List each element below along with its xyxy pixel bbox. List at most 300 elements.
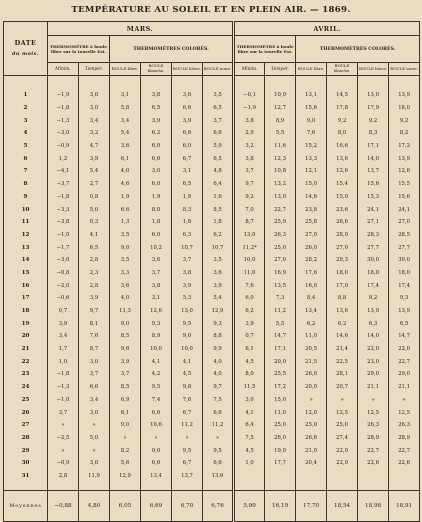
mars-value-cell: »: [110, 432, 141, 445]
avril-value-cell: 7,6: [234, 279, 265, 292]
table-row: [4, 165, 420, 178]
avril-value-cell: 9,7: [234, 178, 265, 191]
avril-value-cell: 26,6: [327, 216, 358, 229]
avril-value-cell: 6,4: [234, 419, 265, 432]
avril-value-cell: 15,6: [358, 178, 389, 191]
avril-value-cell: 3,9: [234, 317, 265, 330]
avril-value-cell: 16,6: [327, 140, 358, 153]
mars-value-cell: 13,4: [141, 470, 172, 483]
avril-value-cell: [389, 470, 420, 483]
avril-value-cell: 15,0: [265, 394, 296, 407]
avril-value-cell: 11,0: [265, 406, 296, 419]
avril-value-cell: 12,3: [265, 152, 296, 165]
avril-value-cell: 9,2: [358, 292, 389, 305]
avril-value-cell: 2,9: [234, 127, 265, 140]
mars-value-cell: 3,6: [172, 89, 203, 102]
avril-value-cell: 25,0: [265, 419, 296, 432]
mars-value-cell: 8,3: [172, 203, 203, 216]
mars-value-cell: 9,6: [110, 343, 141, 356]
avril-value-cell: 9,2: [389, 114, 420, 127]
avril-value-cell: −1,9: [234, 102, 265, 115]
table-row: [4, 127, 420, 140]
moyenne-avril-cell: 5,90: [234, 491, 265, 522]
table-row: [4, 343, 420, 356]
mars-value-cell: 4,2: [141, 368, 172, 381]
avril-value-cell: 21,0: [296, 444, 327, 457]
mars-value-cell: −3,3: [48, 203, 79, 216]
avril-value-cell: 13,6: [327, 152, 358, 165]
avril-value-cell: [296, 470, 327, 483]
mars-value-cell: 1,9: [110, 191, 141, 204]
mars-value-cell: 1,2: [48, 152, 79, 165]
column-header-mars-2: Tempér.: [79, 63, 110, 76]
table-row: [4, 216, 420, 229]
day-cell: 9: [4, 191, 48, 204]
date-sub-label: du mois.: [12, 50, 39, 57]
avril-value-cell: 0,7: [234, 330, 265, 343]
mars-value-cell: 9,5: [172, 317, 203, 330]
mars-value-cell: 5,6: [110, 457, 141, 470]
avril-value-cell: 12,0: [296, 406, 327, 419]
mars-value-cell: 3,6: [110, 279, 141, 292]
avril-value-cell: 17,2: [265, 381, 296, 394]
avril-value-cell: [358, 470, 389, 483]
table-row: [4, 229, 420, 242]
mars-value-cell: 9,0: [141, 444, 172, 457]
thermo-shade-header-mars: THERMOMÈTRE à boule libre sur la tourelle Est.: [48, 36, 110, 63]
avril-value-cell: 27,7: [358, 241, 389, 254]
mars-value-cell: 4,7: [79, 140, 110, 153]
day-cell: 25: [4, 394, 48, 407]
avril-value-cell: 28,1: [327, 368, 358, 381]
mars-value-cell: 9,0: [110, 241, 141, 254]
mars-value-cell: 3,0: [79, 89, 110, 102]
mars-value-cell: 5,4: [110, 127, 141, 140]
table-row: [4, 406, 420, 419]
mars-value-cell: 6,0: [141, 140, 172, 153]
mars-value-cell: 5,3: [172, 292, 203, 305]
avril-value-cell: 27,1: [358, 216, 389, 229]
mars-value-cell: 6,6: [203, 457, 234, 470]
mars-value-cell: 3,5: [203, 254, 234, 267]
mars-value-cell: −3,0: [48, 254, 79, 267]
avril-value-cell: 24,1: [358, 203, 389, 216]
table-row: [4, 267, 420, 280]
thermo-shade-header-avril: THERMOMÈTRE à boule libre sur la tourelle Est.: [234, 36, 296, 63]
mars-value-cell: 3,7: [172, 254, 203, 267]
avril-value-cell: 4,5: [234, 355, 265, 368]
moyenne-avril-cell: 17,70: [296, 491, 327, 522]
avril-value-cell: 13,6: [327, 305, 358, 318]
mars-value-cell: 3,0: [141, 165, 172, 178]
mars-value-cell: 4,5: [172, 368, 203, 381]
column-header-avril-4: BOULE blanche.: [327, 63, 358, 76]
mars-value-cell: 10,0: [172, 343, 203, 356]
avril-value-cell: 21,1: [389, 381, 420, 394]
mars-value-cell: 7,5: [203, 394, 234, 407]
mars-value-cell: 8,0: [141, 203, 172, 216]
moyennes-row: [4, 491, 420, 522]
mars-value-cell: 8,2: [110, 444, 141, 457]
table-row: [4, 254, 420, 267]
day-cell: 5: [4, 140, 48, 153]
mars-value-cell: 4,6: [110, 178, 141, 191]
avril-value-cell: 15,0: [296, 178, 327, 191]
avril-value-cell: 11,6: [265, 140, 296, 153]
mars-value-cell: 3,5: [110, 229, 141, 242]
avril-value-cell: 12,1: [296, 165, 327, 178]
avril-value-cell: 17,1: [265, 343, 296, 356]
avril-value-cell: 17,4: [358, 279, 389, 292]
avril-value-cell: 16,9: [265, 267, 296, 280]
mars-value-cell: 5,4: [79, 165, 110, 178]
mars-value-cell: 0,3: [79, 216, 110, 229]
month-header-mars: MARS.: [48, 22, 234, 36]
mars-value-cell: 8,9: [141, 330, 172, 343]
mars-value-cell: −1,3: [48, 381, 79, 394]
mars-value-cell: 4,0: [203, 368, 234, 381]
avril-value-cell: 30,0: [358, 254, 389, 267]
mars-value-cell: 3,6: [141, 254, 172, 267]
mars-value-cell: 3,9: [203, 279, 234, 292]
avril-value-cell: 4,5: [234, 444, 265, 457]
avril-value-cell: [234, 470, 265, 483]
avril-value-cell: 17,7: [265, 457, 296, 470]
mars-value-cell: 6,6: [203, 127, 234, 140]
mars-value-cell: 7,6: [79, 330, 110, 343]
table-row: [4, 368, 420, 381]
mars-value-cell: 3,1: [141, 292, 172, 305]
table-row: [4, 470, 420, 483]
avril-value-cell: 29,0: [358, 368, 389, 381]
avril-value-cell: 13,9: [389, 89, 420, 102]
day-cell: 22: [4, 355, 48, 368]
mars-value-cell: 4,1: [79, 229, 110, 242]
avril-value-cell: 10,0: [265, 89, 296, 102]
mars-value-cell: −0,9: [48, 140, 79, 153]
table-row: [4, 432, 420, 445]
mars-value-cell: 3,7: [141, 267, 172, 280]
avril-value-cell: 22,5: [327, 355, 358, 368]
mars-value-cell: 6,0: [141, 178, 172, 191]
mars-value-cell: 8,8: [203, 330, 234, 343]
mars-value-cell: 2,8: [79, 279, 110, 292]
mars-value-cell: 1,6: [203, 191, 234, 204]
avril-value-cell: 4,1: [234, 406, 265, 419]
mars-value-cell: 3,8: [141, 279, 172, 292]
column-header-avril-5: BOULE bleue.: [358, 63, 389, 76]
avril-value-cell: 14,6: [327, 330, 358, 343]
avril-value-cell: »: [327, 394, 358, 407]
mars-value-cell: 11,3: [110, 305, 141, 318]
mars-value-cell: 10,6: [141, 419, 172, 432]
avril-value-cell: 18,0: [389, 267, 420, 280]
avril-value-cell: 27,0: [389, 216, 420, 229]
avril-value-cell: 7,3: [265, 292, 296, 305]
mars-value-cell: 5,8: [110, 102, 141, 115]
avril-value-cell: 13,7: [358, 165, 389, 178]
avril-value-cell: 8,3: [358, 127, 389, 140]
avril-value-cell: 13,0: [234, 229, 265, 242]
avril-value-cell: 21,1: [358, 381, 389, 394]
thermo-colored-header-avril: THERMOMÈTRES COLORÉS.: [296, 36, 420, 63]
avril-value-cell: 7,5: [234, 432, 265, 445]
day-cell: 4: [4, 127, 48, 140]
date-label: DATE: [14, 38, 37, 47]
mars-value-cell: »: [48, 419, 79, 432]
table-row: [4, 89, 420, 102]
avril-value-cell: 14,5: [327, 89, 358, 102]
avril-value-cell: 8,9: [265, 114, 296, 127]
mars-value-cell: −1,8: [48, 102, 79, 115]
avril-value-cell: 22,0: [389, 343, 420, 356]
avril-value-cell: 6,1: [234, 343, 265, 356]
mars-value-cell: »: [79, 444, 110, 457]
moyenne-mars-cell: 6,05: [110, 491, 141, 522]
avril-value-cell: 13,5: [265, 279, 296, 292]
avril-value-cell: 17,9: [358, 102, 389, 115]
day-cell: 11: [4, 216, 48, 229]
avril-value-cell: 6,5: [389, 317, 420, 330]
avril-value-cell: 28,9: [358, 432, 389, 445]
column-header-avril-3: BOULE libre.: [296, 63, 327, 76]
avril-value-cell: 24,1: [389, 203, 420, 216]
avril-value-cell: 10,8: [265, 165, 296, 178]
avril-value-cell: 10,0: [234, 254, 265, 267]
mars-value-cell: 4,8: [203, 165, 234, 178]
avril-value-cell: 17,8: [327, 102, 358, 115]
mars-value-cell: 3,7: [110, 368, 141, 381]
avril-value-cell: 22,7: [265, 203, 296, 216]
day-cell: 14: [4, 254, 48, 267]
moyenne-avril-cell: 18,98: [358, 491, 389, 522]
day-cell: 21: [4, 343, 48, 356]
avril-value-cell: 17,4: [389, 279, 420, 292]
avril-value-cell: »: [296, 394, 327, 407]
table-row: [4, 457, 420, 470]
avril-value-cell: 13,3: [296, 152, 327, 165]
avril-value-cell: 22,7: [389, 444, 420, 457]
table-row: [4, 203, 420, 216]
avril-value-cell: 9,2: [358, 114, 389, 127]
avril-value-cell: 7,0: [234, 203, 265, 216]
avril-value-cell: 12,5: [389, 406, 420, 419]
avril-value-cell: 15,6: [389, 191, 420, 204]
avril-value-cell: 11,2*: [234, 241, 265, 254]
avril-value-cell: 20,0: [265, 355, 296, 368]
mars-value-cell: 8,7: [79, 343, 110, 356]
mars-value-cell: −1,0: [48, 229, 79, 242]
mars-value-cell: 5,9: [203, 140, 234, 153]
avril-value-cell: 13,0: [265, 191, 296, 204]
mars-value-cell: »: [141, 432, 172, 445]
day-cell: 2: [4, 102, 48, 115]
mars-value-cell: 9,5: [203, 444, 234, 457]
day-cell: 29: [4, 444, 48, 457]
avril-value-cell: 17,2: [389, 140, 420, 153]
mars-value-cell: 11,2: [172, 419, 203, 432]
avril-value-cell: 14,7: [265, 330, 296, 343]
moyenne-mars-cell: 6,76: [203, 491, 234, 522]
table-row: [4, 241, 420, 254]
mars-value-cell: 3,7: [203, 114, 234, 127]
mars-value-cell: 9,0: [172, 330, 203, 343]
mars-value-cell: −1,9: [48, 89, 79, 102]
avril-value-cell: 22,0: [327, 444, 358, 457]
moyenne-avril-cell: 18,54: [327, 491, 358, 522]
mars-value-cell: 4,1: [172, 355, 203, 368]
mars-value-cell: »: [203, 432, 234, 445]
mars-value-cell: 6,9: [110, 394, 141, 407]
table-row: [4, 444, 420, 457]
avril-value-cell: 6,3: [358, 317, 389, 330]
mars-value-cell: 1,9: [172, 191, 203, 204]
mars-value-cell: 6,0: [141, 229, 172, 242]
day-cell: 10: [4, 203, 48, 216]
avril-value-cell: 15,3: [358, 191, 389, 204]
mars-value-cell: −2,5: [48, 432, 79, 445]
avril-value-cell: 11,5: [234, 381, 265, 394]
mars-value-cell: 3,9: [48, 317, 79, 330]
avril-value-cell: 13,0: [358, 89, 389, 102]
avril-value-cell: 8,4: [296, 292, 327, 305]
avril-value-cell: 26,3: [358, 419, 389, 432]
mars-value-cell: 3,9: [110, 355, 141, 368]
avril-value-cell: 3,8: [234, 152, 265, 165]
avril-value-cell: 7,6: [296, 127, 327, 140]
day-cell: 26: [4, 406, 48, 419]
avril-value-cell: 8,0: [234, 368, 265, 381]
avril-value-cell: 8,0: [327, 127, 358, 140]
avril-value-cell: 26,3: [265, 229, 296, 242]
column-header-mars-1: Minim.: [48, 63, 79, 76]
avril-value-cell: 20,5: [296, 343, 327, 356]
table-row: [4, 292, 420, 305]
avril-value-cell: 25,0: [265, 241, 296, 254]
mars-value-cell: −1,7: [48, 241, 79, 254]
mars-value-cell: 0,7: [48, 305, 79, 318]
avril-value-cell: −0,1: [234, 89, 265, 102]
mars-value-cell: 6,5: [172, 178, 203, 191]
table-row: [4, 279, 420, 292]
day-cell: 13: [4, 241, 48, 254]
avril-value-cell: 11,0: [234, 267, 265, 280]
day-cell: 24: [4, 381, 48, 394]
mars-value-cell: 10,2: [141, 241, 172, 254]
avril-value-cell: 13,9: [389, 152, 420, 165]
avril-value-cell: 27,0: [296, 229, 327, 242]
avril-value-cell: 3,0: [234, 394, 265, 407]
avril-value-cell: 9,0: [296, 114, 327, 127]
mars-value-cell: 8,1: [79, 317, 110, 330]
avril-value-cell: 19,0: [265, 444, 296, 457]
mars-value-cell: 4,0: [110, 165, 141, 178]
moyenne-mars-cell: −0,88: [48, 491, 79, 522]
table-row: [4, 178, 420, 191]
moyenne-avril-cell: 18,91: [389, 491, 420, 522]
avril-value-cell: 22,0: [327, 457, 358, 470]
day-cell: 16: [4, 279, 48, 292]
avril-value-cell: 3,2: [234, 140, 265, 153]
avril-value-cell: 8,8: [327, 292, 358, 305]
avril-value-cell: 26,0: [296, 241, 327, 254]
mars-value-cell: 9,0: [110, 419, 141, 432]
mars-value-cell: 3,7: [79, 368, 110, 381]
avril-value-cell: 22,7: [389, 355, 420, 368]
mars-value-cell: 3,9: [79, 152, 110, 165]
mars-value-cell: 9,3: [203, 317, 234, 330]
mars-value-cell: 3,6: [203, 267, 234, 280]
table-row: [4, 152, 420, 165]
mars-value-cell: 7,6: [172, 394, 203, 407]
avril-value-cell: 15,6: [296, 102, 327, 115]
column-header-mars-6: BOULE noire.: [203, 63, 234, 76]
mars-value-cell: 1,7: [48, 343, 79, 356]
column-header-mars-4: BOULE blanche.: [141, 63, 172, 76]
avril-value-cell: 25,0: [327, 419, 358, 432]
mars-value-cell: 5,0: [79, 432, 110, 445]
mars-value-cell: 6,0: [172, 140, 203, 153]
avril-value-cell: 25,9: [265, 216, 296, 229]
mars-value-cell: 4,0: [110, 292, 141, 305]
mars-value-cell: 10,7: [172, 241, 203, 254]
avril-value-cell: 28,2: [296, 254, 327, 267]
avril-value-cell: 27,7: [389, 241, 420, 254]
mars-value-cell: 6,6: [110, 203, 141, 216]
mars-value-cell: 3,1: [172, 165, 203, 178]
avril-value-cell: 17,0: [327, 279, 358, 292]
mars-value-cell: −2,0: [48, 279, 79, 292]
mars-value-cell: 3,3: [110, 267, 141, 280]
column-header-mars-3: BOULE libre.: [110, 63, 141, 76]
table-row: [4, 355, 420, 368]
avril-value-cell: 15,2: [296, 140, 327, 153]
avril-value-cell: 16,0: [296, 279, 327, 292]
avril-value-cell: 9,2: [327, 114, 358, 127]
avril-value-cell: 18,0: [327, 267, 358, 280]
day-cell: 3: [4, 114, 48, 127]
mars-value-cell: 3,2: [79, 127, 110, 140]
mars-value-cell: 3,9: [141, 114, 172, 127]
thermo-colored-header-mars: THERMOMÈTRES COLORÉS.: [110, 36, 234, 63]
avril-value-cell: 12,5: [327, 406, 358, 419]
mars-value-cell: 6,6: [141, 457, 172, 470]
mars-value-cell: 3,4: [48, 330, 79, 343]
mars-value-cell: 6,4: [203, 178, 234, 191]
avril-value-cell: 20,0: [296, 381, 327, 394]
mars-value-cell: 6,5: [203, 152, 234, 165]
mars-value-cell: −0,6: [48, 292, 79, 305]
avril-value-cell: 14,0: [358, 330, 389, 343]
mars-value-cell: 9,7: [79, 305, 110, 318]
avril-value-cell: 26,0: [265, 432, 296, 445]
mars-value-cell: 1,3: [110, 216, 141, 229]
mars-value-cell: 5,0: [79, 203, 110, 216]
table-row: [4, 419, 420, 432]
avril-value-cell: »: [358, 394, 389, 407]
avril-value-cell: 26,6: [296, 432, 327, 445]
day-cell: 30: [4, 457, 48, 470]
mars-value-cell: 6,6: [203, 406, 234, 419]
mars-value-cell: 3,5: [203, 89, 234, 102]
avril-value-cell: 23,6: [327, 203, 358, 216]
avril-value-cell: 1,0: [234, 457, 265, 470]
mars-value-cell: 3,9: [172, 114, 203, 127]
mars-value-cell: 3,1: [110, 89, 141, 102]
mars-value-cell: 3,0: [79, 102, 110, 115]
avril-value-cell: 29,3: [327, 254, 358, 267]
mars-value-cell: 6,3: [172, 229, 203, 242]
